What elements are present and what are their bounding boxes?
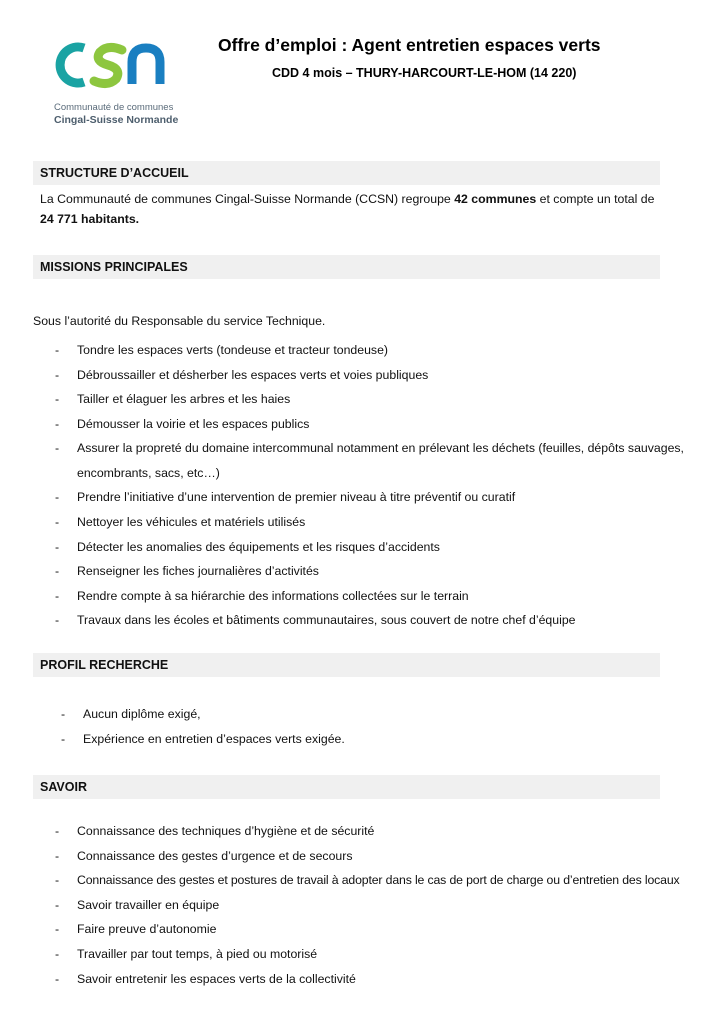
dash-bullet: - [55, 613, 60, 628]
logo-line-1: Communauté de communes [54, 102, 174, 113]
dash-bullet: - [55, 539, 60, 554]
dash-bullet: - [55, 971, 60, 986]
savoir-text: Faire preuve d’autonomie [77, 922, 217, 937]
list-item [0, 365, 724, 390]
dash-bullet: - [55, 848, 60, 863]
profil-list [0, 704, 724, 753]
dash-bullet: - [61, 707, 66, 721]
missions-intro: Sous l’autorité du Responsable du service Technique. [33, 314, 326, 328]
section-heading-structure: STRUCTURE D’ACCUEIL [33, 161, 660, 185]
section-heading-profil: PROFIL RECHERCHE [33, 653, 660, 677]
structure-text-before: La Communauté de communes Cingal-Suisse Normande (CCSN) regroupe [40, 192, 455, 206]
section-heading-savoir: SAVOIR [33, 775, 660, 799]
dash-bullet: - [61, 731, 66, 746]
profil-text: Expérience en entretien d’espaces verts exigée. [83, 731, 345, 746]
list-item [0, 586, 724, 611]
job-title: Offre d’emploi : Agent entretien espaces verts [218, 35, 601, 55]
list-item [0, 487, 724, 512]
mission-text: Débroussailler et désherber les espaces verts et voies publiques [77, 367, 429, 382]
profil-text: Aucun diplôme exigé, [83, 707, 201, 721]
list-item [0, 414, 724, 439]
dash-bullet: - [55, 824, 60, 838]
list-item [0, 537, 724, 562]
savoir-text: Connaissance des gestes et postures de travail à adopter dans le cas de port de charge ou d’entretien des locaux [77, 873, 680, 888]
list-item [0, 610, 724, 635]
dash-bullet: - [55, 946, 60, 961]
dash-bullet: - [55, 490, 60, 505]
list-item [0, 919, 724, 944]
dash-bullet: - [55, 367, 60, 382]
missions-list [0, 340, 724, 635]
mission-text: Détecter les anomalies des équipements et les risques d’accidents [77, 539, 440, 554]
savoir-text: Savoir travailler en équipe [77, 897, 220, 912]
dash-bullet: - [55, 873, 60, 888]
mission-text: Tailler et élaguer les arbres et les haies [77, 392, 291, 407]
list-item [0, 895, 724, 920]
list-item [0, 389, 724, 414]
list-item [0, 870, 724, 895]
mission-text: Prendre l’initiative d’une intervention de premier niveau à titre préventif ou curatif [77, 490, 516, 505]
savoir-text: Savoir entretenir les espaces verts de la collectivité [77, 971, 356, 986]
list-item [0, 821, 724, 846]
communes-count: 42 communes [454, 192, 537, 206]
dash-bullet: - [55, 588, 60, 603]
list-item [0, 438, 724, 487]
mission-text: Tondre les espaces verts (tondeuse et tracteur tondeuse) [77, 343, 389, 357]
structure-text-middle: et compte un total de [536, 192, 655, 206]
logo-line-2: Cingal-Suisse Normande [54, 114, 179, 126]
mission-text: Démousser la voirie et les espaces publics [77, 416, 310, 431]
mission-text: Nettoyer les véhicules et matériels utilisés [77, 514, 306, 529]
mission-text: Renseigner les fiches journalières d’activités [77, 564, 319, 579]
habitants-count: 24 771 habitants. [40, 212, 140, 226]
savoir-list [0, 821, 724, 993]
list-item [0, 846, 724, 871]
dash-bullet: - [55, 564, 60, 579]
section-heading-missions: MISSIONS PRINCIPALES [33, 255, 660, 279]
list-item [0, 944, 724, 969]
list-item [0, 704, 724, 729]
mission-text: Rendre compte à sa hiérarchie des informations collectées sur le terrain [77, 588, 469, 603]
mission-text: Travaux dans les écoles et bâtiments communautaires, sous couvert de notre chef d’équipe [77, 613, 576, 628]
list-item [0, 729, 724, 754]
structure-paragraph [40, 189, 665, 229]
csn-logo-mark-icon [50, 34, 170, 96]
dash-bullet: - [55, 441, 60, 456]
savoir-text: Travailler par tout temps, à pied ou motorisé [77, 946, 318, 961]
list-item [0, 561, 724, 586]
mission-text: Assurer la propreté du domaine intercommunal notamment en prélevant les déchets (feuilles, dépôts sauvages, encombrants, sacs, etc…) [77, 441, 684, 480]
dash-bullet: - [55, 392, 60, 407]
dash-bullet: - [55, 343, 60, 357]
dash-bullet: - [55, 897, 60, 912]
ccsn-logo [40, 30, 200, 140]
dash-bullet: - [55, 514, 60, 529]
dash-bullet: - [55, 416, 60, 431]
contract-subtitle: CDD 4 mois – THURY-HARCOURT-LE-HOM (14 220) [272, 66, 577, 80]
list-item [0, 969, 724, 994]
savoir-text: Connaissance des gestes d’urgence et de secours [77, 848, 353, 863]
list-item [0, 512, 724, 537]
dash-bullet: - [55, 922, 60, 937]
list-item [0, 340, 724, 365]
savoir-text: Connaissance des techniques d’hygiène et de sécurité [77, 824, 375, 838]
